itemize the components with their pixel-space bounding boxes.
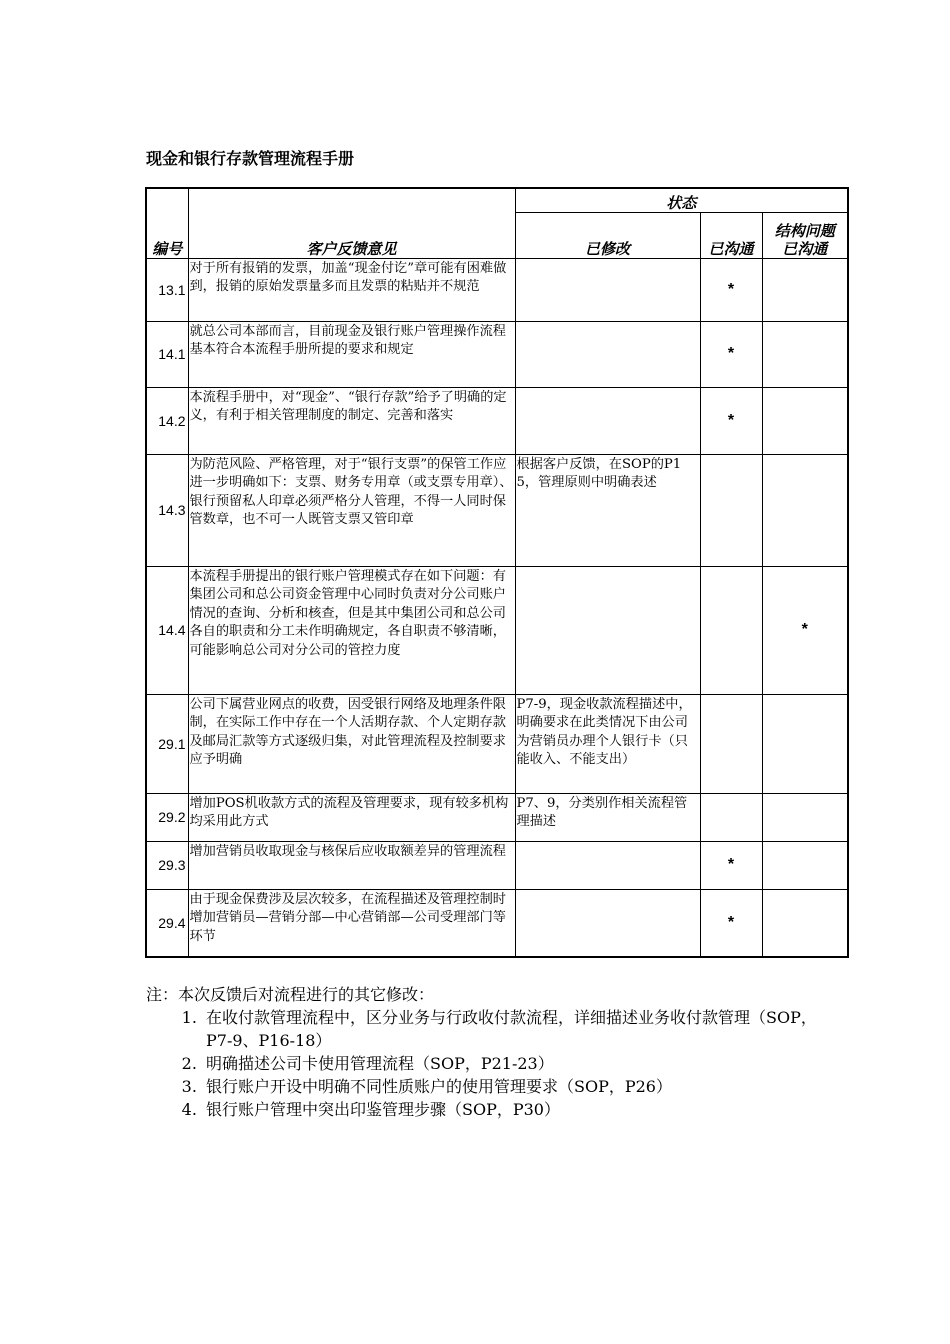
row-structural: * — [762, 566, 848, 694]
row-structural — [762, 387, 848, 454]
row-modified: 根据客户反馈，在SOP的P15，管理原则中明确表述 — [515, 454, 700, 566]
row-feedback: 由于现金保费涉及层次较多，在流程描述及管理控制时增加营销员—营销分部—中心营销部—公司受理部门等环节 — [188, 889, 515, 957]
notes-section — [146, 983, 826, 1121]
header-number: 编号 — [146, 188, 188, 258]
row-modified — [515, 566, 700, 694]
table-row — [146, 258, 848, 321]
table-row — [146, 321, 848, 387]
header-structural-line2: 已沟通 — [782, 239, 828, 258]
notes-intro: 注：本次反馈后对流程进行的其它修改： — [146, 985, 435, 1004]
document-title: 现金和银行存款管理流程手册 — [146, 149, 355, 168]
row-communicated — [700, 454, 762, 566]
row-feedback: 为防范风险、严格管理，对于“银行支票”的保管工作应进一步明确如下：支票、财务专用章（或支票专用章）、银行预留私人印章必须严格分人管理，不得一人同时保管数章，也不可一人既管支票又管印章 — [188, 454, 515, 566]
row-number: 29.4 — [146, 889, 188, 957]
row-communicated: * — [700, 841, 762, 889]
table-row — [146, 454, 848, 566]
row-communicated: * — [700, 321, 762, 387]
notes-item: 1. 在收付款管理流程中，区分业务与行政收付款流程，详细描述业务收付款管理（SOP，P7-9、P16-18） — [202, 1006, 826, 1052]
table-row — [146, 566, 848, 694]
row-structural — [762, 454, 848, 566]
row-number: 14.1 — [146, 321, 188, 387]
row-modified — [515, 889, 700, 957]
table-row — [146, 694, 848, 793]
row-modified — [515, 258, 700, 321]
row-number: 14.2 — [146, 387, 188, 454]
row-number: 14.4 — [146, 566, 188, 694]
row-feedback: 公司下属营业网点的收费，因受银行网络及地理条件限制，在实际工作中存在一个人活期存款、个人定期存款及邮局汇款等方式逐级归集，对此管理流程及控制要求应予明确 — [188, 694, 515, 793]
table-row — [146, 387, 848, 454]
row-feedback: 本流程手册提出的银行账户管理模式存在如下问题：有集团公司和总公司资金管理中心同时负责对分公司账户情况的查询、分析和核查，但是其中集团公司和总公司各自的职责和分工未作明确规定，各自职责不够清晰，可能影响总公司对分公司的管控力度 — [188, 566, 515, 694]
row-structural — [762, 793, 848, 841]
row-structural — [762, 889, 848, 957]
notes-list — [146, 1006, 826, 1121]
row-communicated: * — [700, 387, 762, 454]
table-row — [146, 793, 848, 841]
header-modified: 已修改 — [515, 212, 700, 258]
row-feedback: 对于所有报销的发票，加盖“现金付讫”章可能有困难做到，报销的原始发票量多而且发票的粘贴并不规范 — [188, 258, 515, 321]
notes-item: 4. 银行账户管理中突出印鉴管理步骤（SOP，P30） — [202, 1098, 826, 1121]
header-structural-line1: 结构问题 — [774, 221, 835, 240]
row-feedback: 就总公司本部而言，目前现金及银行账户管理操作流程基本符合本流程手册所提的要求和规定 — [188, 321, 515, 387]
row-modified — [515, 387, 700, 454]
row-structural — [762, 321, 848, 387]
row-number: 13.1 — [146, 258, 188, 321]
row-feedback: 增加营销员收取现金与核保后应收取额差异的管理流程 — [188, 841, 515, 889]
row-modified: P7、9，分类别作相关流程管理描述 — [515, 793, 700, 841]
notes-item: 3. 银行账户开设中明确不同性质账户的使用管理要求（SOP，P26） — [202, 1075, 826, 1098]
row-modified — [515, 321, 700, 387]
row-number: 29.2 — [146, 793, 188, 841]
table-row — [146, 841, 848, 889]
row-feedback: 本流程手册中，对“现金”、“银行存款”给予了明确的定义，有利于相关管理制度的制定、完善和落实 — [188, 387, 515, 454]
row-communicated — [700, 566, 762, 694]
row-feedback: 增加POS机收款方式的流程及管理要求，现有较多机构均采用此方式 — [188, 793, 515, 841]
table-row — [146, 889, 848, 957]
row-communicated — [700, 694, 762, 793]
row-communicated — [700, 793, 762, 841]
row-structural — [762, 258, 848, 321]
feedback-table — [145, 187, 849, 958]
notes-item: 2. 明确描述公司卡使用管理流程（SOP，P21-23） — [202, 1052, 826, 1075]
row-number: 29.1 — [146, 694, 188, 793]
row-modified: P7-9，现金收款流程描述中，明确要求在此类情况下由公司为营销员办理个人银行卡（只能收入、不能支出） — [515, 694, 700, 793]
header-feedback: 客户反馈意见 — [188, 188, 515, 258]
row-structural — [762, 694, 848, 793]
header-communicated: 已沟通 — [700, 212, 762, 258]
row-number: 14.3 — [146, 454, 188, 566]
row-modified — [515, 841, 700, 889]
row-number: 29.3 — [146, 841, 188, 889]
row-communicated: * — [700, 258, 762, 321]
row-communicated: * — [700, 889, 762, 957]
header-status-group: 状态 — [515, 188, 848, 212]
header-structural — [762, 212, 848, 258]
row-structural — [762, 841, 848, 889]
